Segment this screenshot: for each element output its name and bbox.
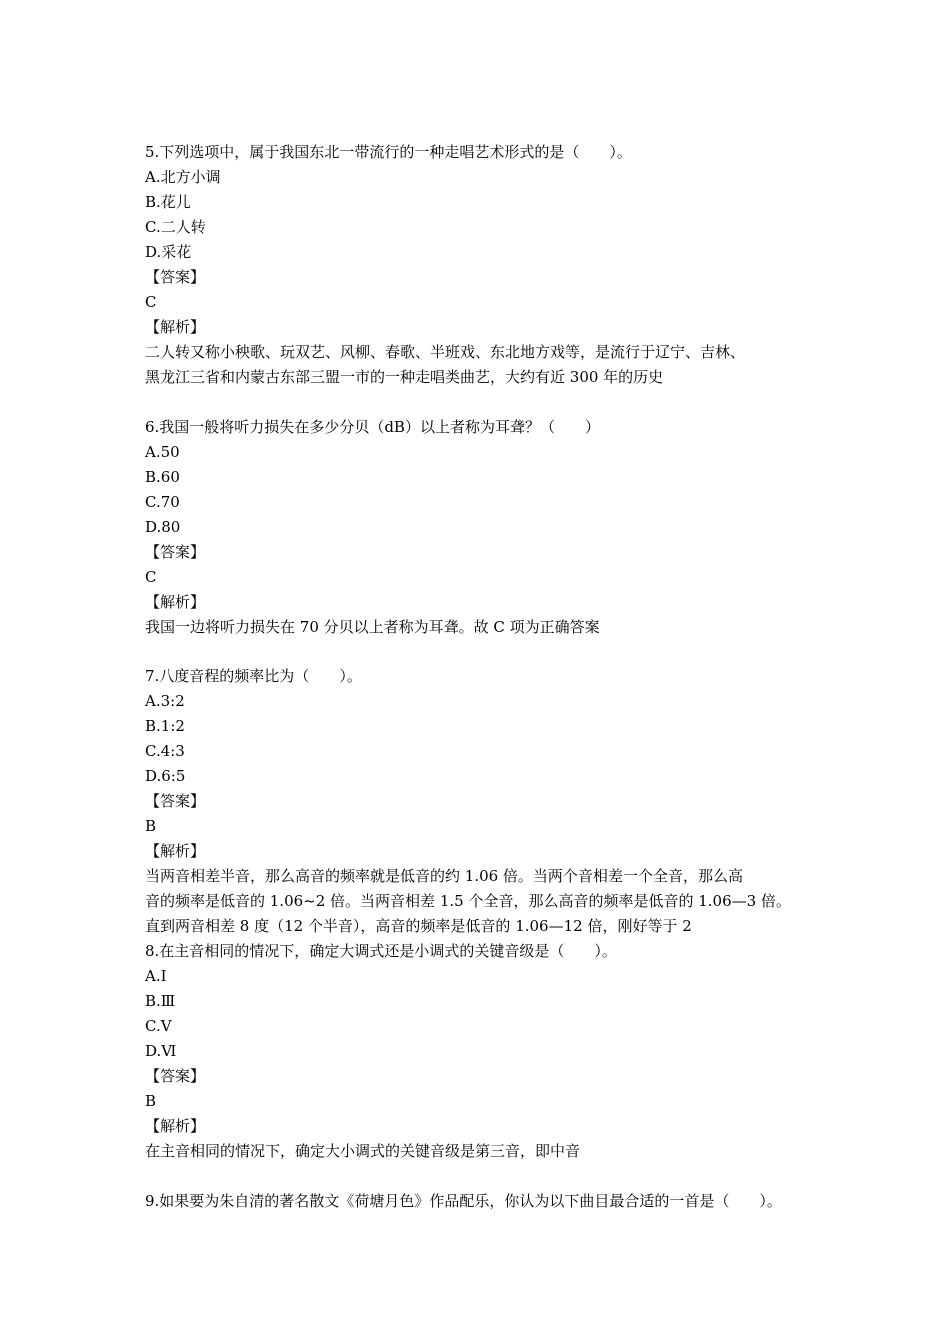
answer-value: B (145, 1092, 157, 1110)
option-b: B.花儿 (145, 193, 191, 211)
question-stem: 5.下列选项中，属于我国东北一带流行的一种走唱艺术形式的是（ ）。 (145, 143, 632, 161)
spacer (145, 1164, 835, 1189)
answer-label: 【答案】 (145, 268, 206, 286)
question-stem: 7.八度音程的频率比为（ ）。 (145, 667, 362, 685)
question-9 (145, 1189, 835, 1214)
option-d: D.80 (145, 517, 181, 536)
analysis-text-line: 在主音相同的情况下，确定大小调式的关键音级是第三音，即中音 (145, 1142, 581, 1160)
option-a: A.50 (145, 442, 180, 461)
option-c: C.二人转 (145, 218, 206, 236)
analysis-text-line: 黑龙江三省和内蒙古东部三盟一市的一种走唱类曲艺，大约有近 300 年的历史 (145, 368, 664, 386)
analysis-text-line: 音的频率是低音的 1.06~2 倍。当两音相差 1.5 个全音，那么高音的频率是低音的 1.06—3 倍。 (145, 892, 791, 910)
analysis-text-line: 当两音相差半音，那么高音的频率就是低音的约 1.06 倍。当两个音相差一个全音，那么高 (145, 867, 743, 885)
spacer (145, 640, 835, 665)
option-d: D.Ⅵ (145, 1042, 177, 1060)
answer-label: 【答案】 (145, 1067, 206, 1085)
analysis-text-line: 我国一边将听力损失在 70 分贝以上者称为耳聋。故 C 项为正确答案 (145, 617, 600, 636)
option-d: D.采花 (145, 243, 192, 261)
analysis-text-line: 二人转又称小秧歌、玩双艺、风柳、春歌、半班戏、东北地方戏等，是流行于辽宁、吉林、 (145, 343, 746, 361)
option-a: A.Ⅰ (145, 967, 167, 985)
answer-value: B (145, 817, 157, 835)
answer-label: 【答案】 (145, 542, 206, 561)
answer-label: 【答案】 (145, 792, 206, 810)
question-stem: 6.我国一般将听力损失在多少分贝（dB）以上者称为耳聋？（ ） (145, 417, 600, 436)
question-8 (145, 939, 835, 1164)
answer-value: C (145, 293, 157, 311)
question-stem: 8.在主音相同的情况下，确定大调式还是小调式的关键音级是（ ）。 (145, 942, 617, 960)
spacer (145, 390, 835, 415)
option-c: C.4:3 (145, 742, 185, 760)
option-b: B.60 (145, 467, 180, 486)
option-b: B.1:2 (145, 717, 185, 735)
option-a: A.3:2 (145, 692, 185, 710)
analysis-label: 【解析】 (145, 842, 206, 860)
option-c: C.Ⅴ (145, 1017, 172, 1035)
analysis-label: 【解析】 (145, 592, 206, 611)
question-stem: 9.如果要为朱自清的著名散文《荷塘月色》作品配乐，你认为以下曲目最合适的一首是（ ）。 (145, 1191, 782, 1210)
question-7 (145, 664, 835, 939)
analysis-label: 【解析】 (145, 318, 206, 336)
analysis-text-line: 直到两音相差 8 度（12 个半音），高音的频率是低音的 1.06—12 倍，刚好等于 2 (145, 917, 692, 935)
question-6 (145, 415, 835, 640)
option-c: C.70 (145, 492, 180, 511)
option-a: A.北方小调 (145, 168, 221, 186)
option-d: D.6:5 (145, 767, 186, 785)
document-content (145, 140, 835, 1214)
option-b: B.Ⅲ (145, 992, 176, 1010)
analysis-label: 【解析】 (145, 1117, 206, 1135)
question-5 (145, 140, 835, 390)
answer-value: C (145, 567, 157, 586)
